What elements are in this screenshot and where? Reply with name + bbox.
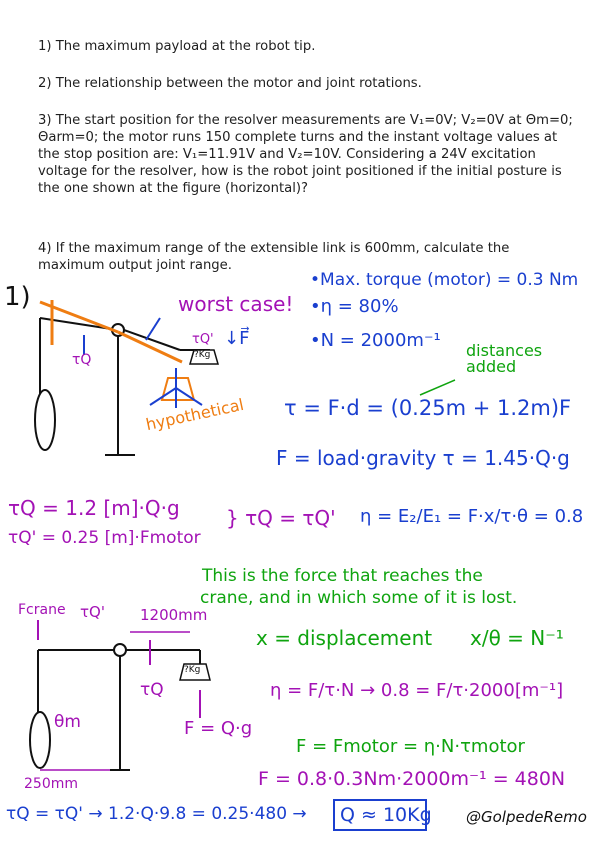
torque-balance: } τQ = τQ': [226, 506, 336, 530]
distances-added-note: distances added: [466, 341, 543, 376]
f-qg-label: F = Q·g: [184, 718, 253, 739]
robot-arm-diagram-2: [30, 644, 200, 770]
box-label-2: ?Kg: [184, 665, 201, 675]
given-eta: •η = 80%: [310, 296, 399, 317]
given-torque: •Max. torque (motor) = 0.3 Nm: [310, 270, 579, 290]
f-motor-equation: F = Fmotor = η·N·τmotor: [296, 736, 525, 757]
tau-q-label: τQ: [72, 352, 92, 368]
tau-q-prime-label: τQ': [192, 332, 214, 347]
worst-case-note: worst case!: [178, 292, 294, 316]
x-over-theta-note: x/θ = N⁻¹: [470, 626, 564, 650]
robot-arm-diagram-1: [35, 318, 210, 455]
f-crane-label: Fcrane: [18, 602, 66, 618]
final-answer: Q ≈ 10Kg: [340, 804, 432, 826]
force-arrows: [84, 318, 202, 408]
section-label: 1): [4, 282, 31, 312]
author-signature: @GolpedeRemo: [466, 808, 587, 826]
tau-q-prime-equation: τQ' = 0.25 [m]·Fmotor: [8, 528, 201, 548]
torque-equation: τ = F·d = (0.25m + 1.2m)F: [284, 396, 572, 420]
question-3: 3) The start position for the resolver measurements are V₁=0V; V₂=0V at Θm=0; Θarm=0; the motor runs 150 complete turns and the instant voltage values at the stop position are: V₁=11.91V and V₂=10V. Considering a 24V excitation voltage for the resolver, how is the robot joint positioned if the initial posture is the one shown at the figure (horizontal)?: [38, 113, 573, 196]
given-N: •N = 2000m⁻¹: [310, 330, 441, 351]
length-1200-label: 1200mm: [140, 606, 208, 624]
box-label-1: ?Kg: [194, 350, 211, 360]
force-F-label: ↓F⃗: [224, 328, 250, 349]
theta-m-label: θm: [54, 712, 81, 732]
question-1: 1) The maximum payload at the robot tip.: [38, 39, 316, 54]
tau-q-equation: τQ = 1.2 [m]·Q·g: [8, 496, 180, 520]
efficiency-fraction: η = F/τ·N → 0.8 = F/τ·2000[m⁻¹]: [270, 680, 564, 701]
tau-q-prime-label-2: τQ': [80, 603, 105, 621]
final-equation: τQ = τQ' → 1.2·Q·9.8 = 0.25·480 →: [6, 804, 307, 824]
orange-arm-overlay: [40, 300, 182, 362]
displacement-note: x = displacement: [256, 626, 433, 650]
length-250-label: 250mm: [24, 776, 78, 792]
force-equation: F = load·gravity τ = 1.45·Q·g: [276, 446, 570, 470]
force-result: F = 0.8·0.3Nm·2000m⁻¹ = 480N: [258, 768, 566, 790]
force-note-line-1: This is the force that reaches the: [202, 566, 483, 586]
efficiency-equation: η = E₂/E₁ = F·x/τ·θ = 0.8: [360, 506, 584, 527]
force-note-line-2: crane, and in which some of it is lost.: [200, 588, 518, 608]
question-4: 4) If the maximum range of the extensible link is 600mm, calculate the maximum output joint range.: [38, 241, 510, 273]
tau-q-label-2: τQ: [140, 680, 164, 700]
green-note-arrows: [420, 380, 455, 395]
hypothetical-label: hypothetical: [144, 394, 246, 435]
question-2: 2) The relationship between the motor and joint rotations.: [38, 76, 422, 91]
